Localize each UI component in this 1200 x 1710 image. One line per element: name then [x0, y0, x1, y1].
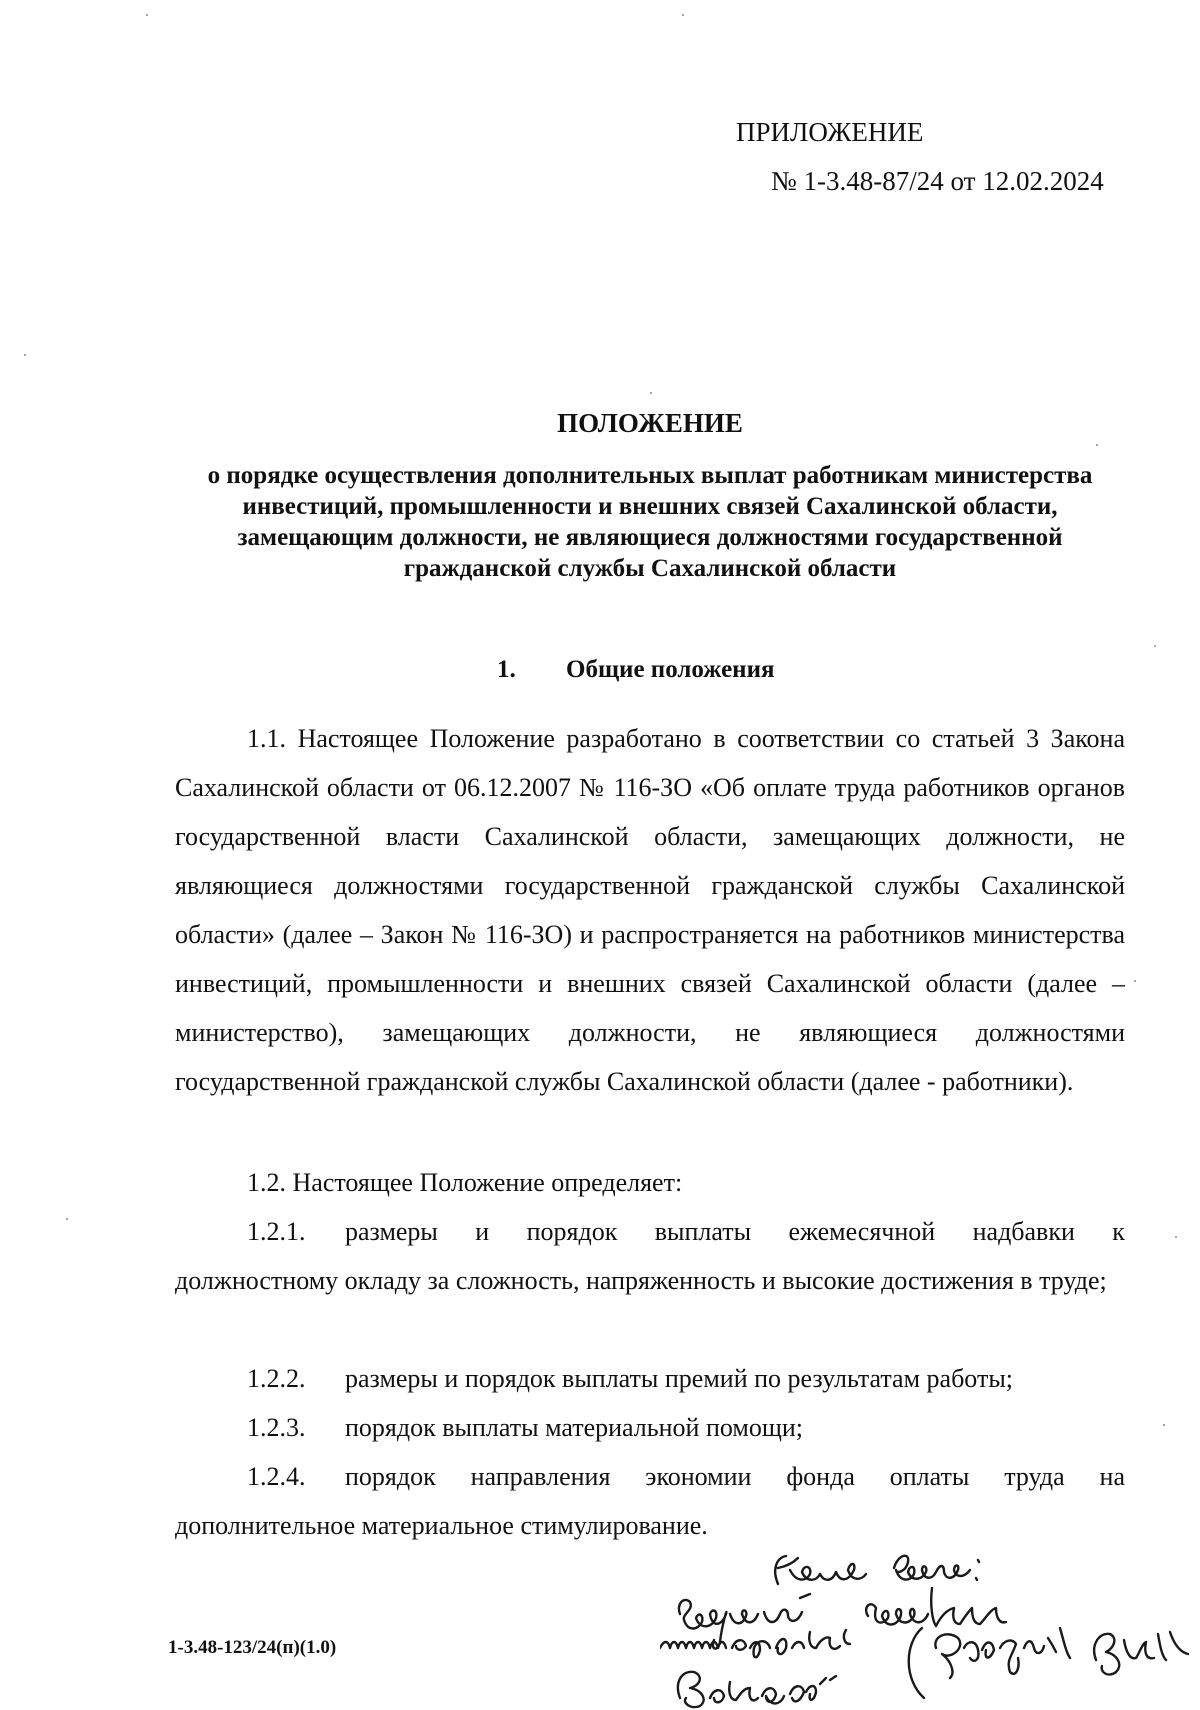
- section-title: Общие положения: [566, 656, 775, 683]
- scan-speck: [650, 392, 652, 394]
- section-number: 1.: [497, 656, 516, 683]
- item-number: 1.2.1.: [247, 1217, 306, 1246]
- item-text: размеры и порядок выплаты премий по результатам работы;: [345, 1364, 1014, 1393]
- document-title: ПОЛОЖЕНИЕ: [557, 408, 743, 438]
- scan-speck: [66, 1218, 68, 1220]
- handwritten-signature: [660, 1548, 1200, 1710]
- item-number: 1.2.4.: [247, 1462, 306, 1491]
- paragraph-1-2-text: 1.2. Настоящее Положение определяет:: [247, 1168, 683, 1197]
- list-item: [175, 1452, 1125, 1550]
- paragraph-1-2: [175, 1158, 1125, 1207]
- footer-document-code: 1-3.48-123/24(п)(1.0): [168, 1637, 337, 1658]
- list-item: [175, 1207, 1125, 1305]
- scan-speck: [1096, 444, 1098, 446]
- scan-speck: [682, 14, 684, 16]
- scan-speck: [1163, 1424, 1165, 1426]
- appendix-label: ПРИЛОЖЕНИЕ: [736, 117, 924, 147]
- document-subtitle: о порядке осуществления дополнительных выплат работникам министерства инвестиций, промышленности и внешних связей Сахалинской области, замещающим должности, не являющиеся должностями государственной гражданской службы Сахалинской области: [207, 462, 1093, 582]
- scan-speck: [1134, 980, 1136, 982]
- appendix-number: № 1-3.48-87/24 от 12.02.2024: [771, 166, 1104, 196]
- paragraph-1-1: [175, 714, 1125, 1106]
- item-text: порядок выплаты материальной помощи;: [345, 1413, 803, 1442]
- item-continuation: должностному окладу за сложность, напряженность и высокие достижения в труде;: [175, 1266, 1107, 1295]
- item-first-line: порядок направления экономии фонда оплаты труда на: [345, 1462, 1125, 1491]
- item-first-line: размеры и порядок выплаты ежемесячной надбавки к: [345, 1217, 1125, 1246]
- paragraph-1-1-text: 1.1. Настоящее Положение разработано в соответствии со статьей 3 Закона Сахалинской области от 06.12.2007 № 116-ЗО «Об оплате труда работников органов государственной власти Сахалинской области, замещающих должности, не являющиеся должностями государственной гражданской службы Сахалинской области» (далее – Закон № 116-ЗО) и распространяется на работников министерства инвестиций, промышленности и внешних связей Сахалинской области (далее – министерство), замещающих должности, не являющиеся должностями государственной гражданской службы Сахалинской области (далее - работники).: [175, 724, 1125, 1096]
- scan-speck: [24, 354, 26, 356]
- item-continuation: дополнительное материальное стимулирование.: [175, 1511, 708, 1540]
- item-number: 1.2.3.: [247, 1413, 306, 1442]
- scan-speck: [1175, 1236, 1177, 1238]
- scan-speck: [146, 14, 148, 16]
- scan-speck: [1154, 645, 1156, 647]
- item-number: 1.2.2.: [247, 1364, 306, 1393]
